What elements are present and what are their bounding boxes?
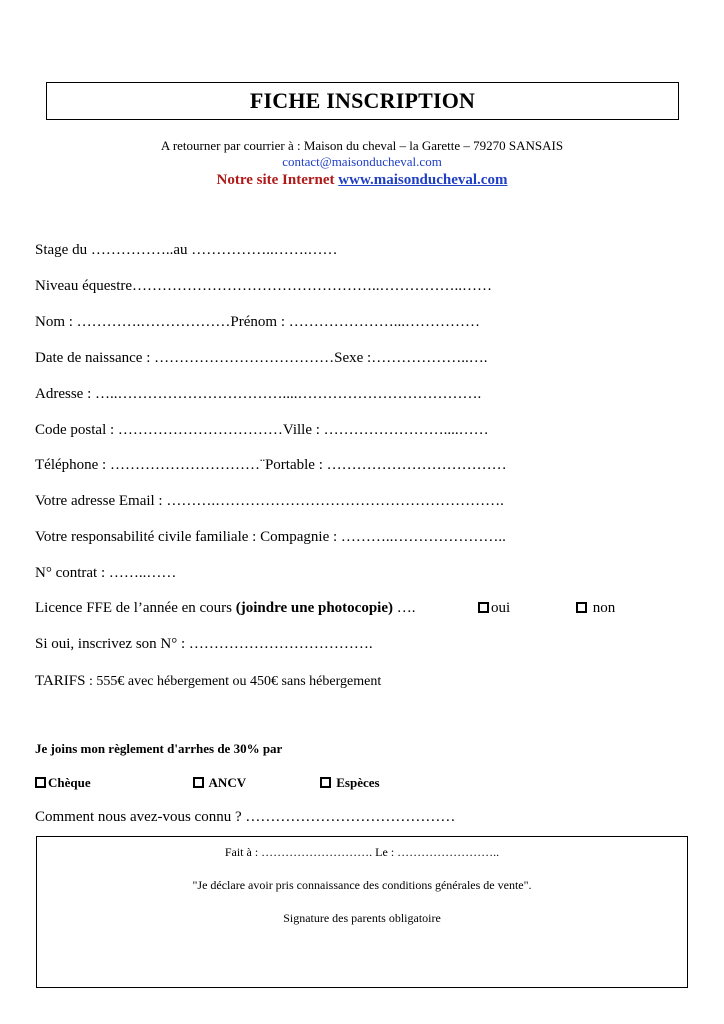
tarifs-text: : 555€ avec hébergement ou 450€ sans hébergement <box>85 674 382 689</box>
oui-option[interactable] <box>478 600 510 617</box>
niveau-field[interactable]: Niveau équestre…………………………………………..……………..…… <box>35 278 493 294</box>
payment-option-especes[interactable] <box>320 775 380 791</box>
payment-option-cheque[interactable] <box>35 775 91 791</box>
non-label: non <box>592 600 616 616</box>
non-option[interactable] <box>576 600 615 617</box>
especes-checkbox[interactable] <box>320 777 331 788</box>
signature-box <box>36 836 688 988</box>
form-title-box <box>46 82 679 120</box>
signature-label: Signature des parents obligatoire <box>283 911 441 925</box>
adresse-field[interactable]: Adresse : …..……………………………....………………………………. <box>35 386 482 402</box>
licence-text: Licence FFE de l’année en cours <box>35 600 236 616</box>
payment-option-ancv[interactable] <box>193 775 246 791</box>
especes-label: Espèces <box>336 775 380 790</box>
naissance-sexe-field[interactable]: Date de naissance : ………………………………Sexe :………………..…. <box>35 350 488 366</box>
code-postal-ville-field[interactable]: Code postal : ……………………………Ville : ……………………....…… <box>35 422 489 438</box>
source-field[interactable]: Comment nous avez-vous connu ? …………………………………… <box>35 809 456 825</box>
nom-prenom-field[interactable]: Nom : ………….………………Prénom : …………………...…………… <box>35 314 480 330</box>
form-title: FICHE INSCRIPTION <box>249 88 476 113</box>
email-field[interactable]: Votre adresse Email : ……….…………………………………………………. <box>35 493 504 509</box>
telephone-portable-field[interactable]: Téléphone : …………………………¨Portable : ……………………………… <box>35 457 507 473</box>
licence-dots: …. <box>392 600 416 616</box>
licence-bold: (joindre une photocopie) <box>235 600 393 616</box>
stage-field[interactable]: Stage du ……………..au ……………..…….…… <box>35 242 338 258</box>
responsabilite-field[interactable]: Votre responsabilité civile familiale : Compagnie : ………..………………….. <box>35 529 506 545</box>
return-address: A retourner par courrier à : Maison du cheval – la Garette – 79270 SANSAIS <box>160 138 564 153</box>
contrat-field[interactable]: N° contrat : ……..…… <box>35 565 177 581</box>
cheque-checkbox[interactable] <box>35 777 46 788</box>
website-link[interactable]: www.maisonducheval.com <box>338 172 508 188</box>
website-label: Notre site Internet <box>216 172 335 188</box>
non-checkbox[interactable] <box>576 602 587 613</box>
declaration-text: "Je déclare avoir pris connaissance des conditions générales de vente". <box>192 878 532 892</box>
fait-le-field[interactable]: Fait à : ………………………. Le : …………………….. <box>224 845 500 859</box>
licence-number-field[interactable]: Si oui, inscrivez son N° : ………………………………. <box>35 636 373 652</box>
oui-checkbox[interactable] <box>478 602 489 613</box>
oui-label: oui <box>491 600 511 616</box>
tarifs-line <box>35 673 381 690</box>
ancv-label: ANCV <box>208 775 247 790</box>
contact-email[interactable]: contact@maisonducheval.com <box>282 154 442 169</box>
tarifs-prefix: TARIFS <box>35 673 86 689</box>
cheque-label: Chèque <box>48 775 91 790</box>
ancv-checkbox[interactable] <box>193 777 204 788</box>
website-line <box>0 172 724 189</box>
payment-heading: Je joins mon règlement d'arrhes de 30% par <box>35 741 283 756</box>
licence-line <box>35 600 415 617</box>
